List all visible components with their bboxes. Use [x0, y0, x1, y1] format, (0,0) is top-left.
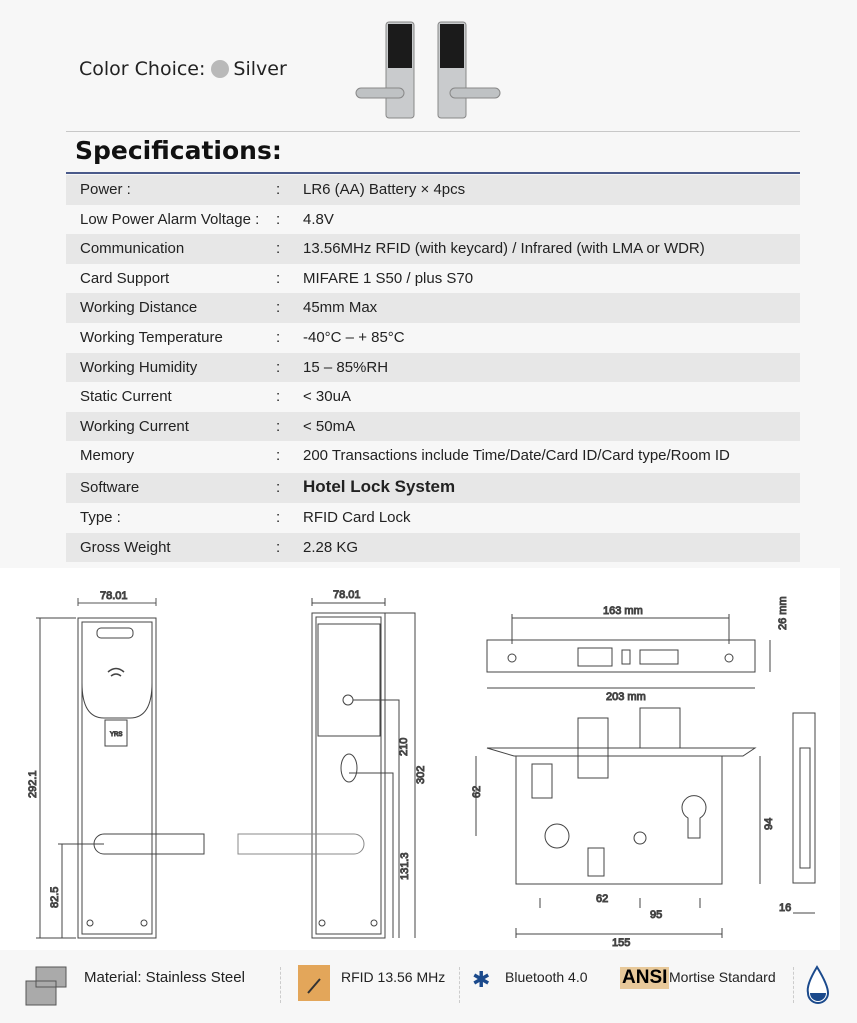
waterproof-icon	[802, 963, 836, 1005]
spec-label: Card Support	[80, 269, 170, 287]
color-choice-value: Silver	[233, 58, 287, 80]
spec-row	[66, 503, 800, 533]
spec-row	[66, 441, 800, 473]
spec-label: Communication	[80, 240, 185, 258]
feature-mortise: Mortise Standard	[669, 969, 776, 985]
silver-swatch[interactable]	[211, 60, 229, 78]
spec-row	[66, 293, 800, 323]
color-choice-label: Color Choice:	[79, 58, 206, 80]
lock-product-image	[350, 18, 510, 124]
steel-bars-icon	[22, 961, 74, 1007]
bluetooth-icon: ✱	[472, 967, 491, 992]
spec-colon: :	[276, 328, 281, 346]
feature-material: Material: Stainless Steel	[84, 969, 245, 986]
spec-label: Working Current	[80, 417, 189, 435]
dim-body-94: 94	[763, 817, 775, 830]
feature-separator	[793, 967, 795, 1003]
spec-row	[66, 382, 800, 412]
specifications-table	[66, 175, 800, 562]
spec-colon: :	[276, 181, 281, 198]
dim-front-width: 78.01	[100, 590, 128, 602]
feature-separator	[459, 967, 461, 1003]
spec-label: Working Temperature	[80, 328, 223, 346]
spec-colon: :	[276, 479, 281, 497]
spec-colon: :	[276, 388, 281, 406]
spec-value: -40°C – + 85°C	[303, 328, 405, 346]
spec-colon: :	[276, 508, 281, 526]
front-panel-drawing	[27, 590, 204, 938]
dim-back-131: 131.3	[399, 852, 411, 880]
faceplate-drawing	[487, 596, 789, 703]
spec-colon: :	[276, 210, 281, 228]
divider	[66, 131, 800, 132]
spec-label: Working Humidity	[80, 358, 198, 376]
dim-plate-203: 203 mm	[606, 691, 646, 703]
spec-colon: :	[276, 240, 281, 258]
spec-label: Software	[80, 479, 140, 497]
spec-value: RFID Card Lock	[303, 508, 411, 526]
side-view-drawing	[779, 713, 815, 914]
feature-separator	[280, 967, 282, 1003]
dim-back-width: 78.01	[333, 589, 361, 601]
spec-label: Low Power Alarm Voltage :	[80, 210, 260, 228]
spec-row	[66, 205, 800, 235]
dim-front-height: 292.1	[27, 770, 39, 798]
dim-back-302: 302	[415, 765, 427, 784]
spec-row	[66, 353, 800, 383]
dim-handle-height: 82.5	[49, 886, 61, 908]
dim-body-95: 95	[650, 909, 663, 921]
spec-colon: :	[276, 358, 281, 376]
spec-value: 4.8V	[303, 210, 334, 228]
spec-value: Hotel Lock System	[303, 477, 456, 497]
dim-back-210: 210	[398, 737, 410, 756]
spec-value: < 30uA	[303, 388, 351, 406]
spec-label: Type :	[80, 508, 121, 526]
spec-value: < 50mA	[303, 417, 356, 435]
color-choice	[79, 58, 287, 80]
spec-value: 15 – 85%RH	[303, 358, 389, 376]
dim-plate-26: 26 mm	[777, 596, 789, 630]
spec-row	[66, 412, 800, 442]
dim-body-62-vertical: 62	[471, 785, 483, 798]
spec-colon: :	[276, 299, 281, 317]
spec-row	[66, 323, 800, 353]
spec-row	[66, 264, 800, 294]
spec-label: Static Current	[80, 388, 172, 406]
specifications-title: Specifications:	[75, 136, 282, 165]
spec-colon: :	[276, 447, 281, 465]
spec-row	[66, 175, 800, 205]
spec-value: 200 Transactions include Time/Date/Card ID/Card type/Room ID	[303, 447, 730, 465]
dim-side-16: 16	[779, 902, 792, 914]
spec-label: Memory	[80, 447, 135, 465]
spec-value: 2.28 KG	[303, 538, 359, 556]
spec-colon: :	[276, 538, 281, 556]
feature-strip	[0, 955, 857, 1015]
feature-rfid: RFID 13.56 MHz	[341, 969, 446, 985]
ansi-icon: ANSI	[622, 967, 668, 988]
spec-row	[66, 473, 800, 503]
back-panel-drawing	[238, 589, 427, 938]
spec-value: 45mm Max	[303, 299, 378, 317]
spec-label: Working Distance	[80, 299, 198, 317]
dim-body-155: 155	[612, 937, 631, 949]
spec-row	[66, 234, 800, 264]
spec-value: MIFARE 1 S50 / plus S70	[303, 269, 474, 287]
dim-body-62-horizontal: 62	[596, 893, 609, 905]
spec-colon: :	[276, 269, 281, 287]
spec-row	[66, 533, 800, 563]
dim-plate-163: 163 mm	[603, 605, 643, 617]
divider	[66, 172, 800, 174]
spec-value: 13.56MHz RFID (with keycard) / Infrared (with LMA or WDR)	[303, 240, 705, 258]
spec-label: Gross Weight	[80, 538, 171, 556]
spec-colon: :	[276, 417, 281, 435]
feature-bluetooth: Bluetooth 4.0	[505, 969, 588, 985]
rfid-icon	[296, 963, 332, 1003]
panel-brand-text: YRS	[110, 732, 123, 738]
dimension-drawing	[0, 568, 840, 950]
mortise-body-drawing	[471, 708, 775, 949]
spec-value: LR6 (AA) Battery × 4pcs	[303, 181, 466, 198]
spec-label: Power :	[80, 181, 131, 198]
